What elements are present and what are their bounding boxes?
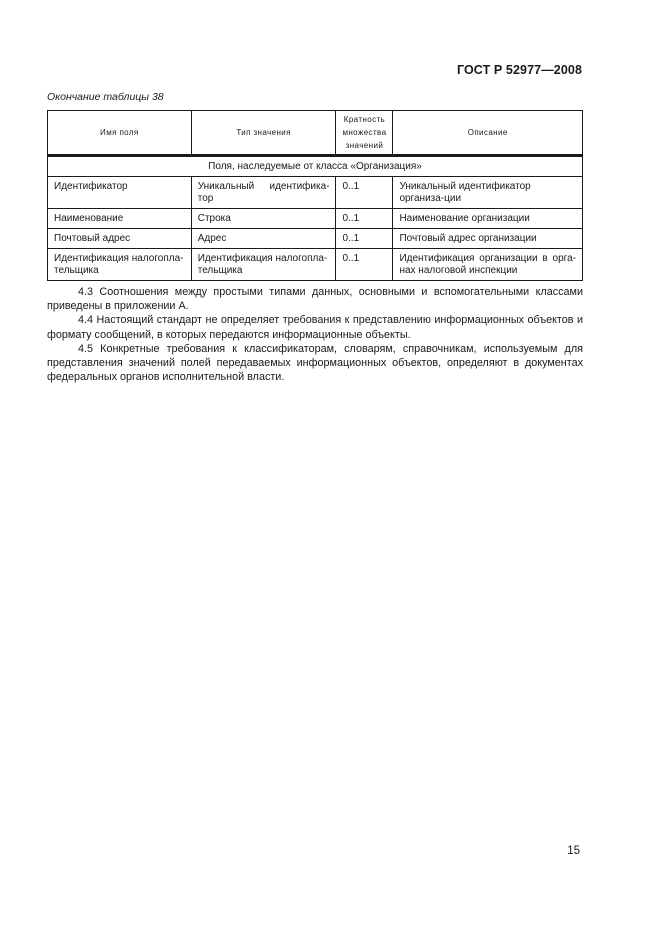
table-caption: Окончание таблицы 38: [47, 91, 164, 103]
column-header-multiplicity: Кратность множества значений: [336, 111, 393, 156]
cell-multiplicity: 0..1: [336, 229, 393, 249]
paragraph-4-3: 4.3 Соотношения между простыми типами данных, основными и вспомогательными классами приведены в приложении А.: [47, 286, 583, 313]
cell-type: Уникальный идентифика-тор: [191, 177, 336, 209]
paragraph-4-4: 4.4 Настоящий стандарт не определяет требования к представлению информационных объектов и формату сообщений, в которых передаются информационные объекты.: [47, 314, 583, 341]
cell-description: Идентификация организации в орга-нах налоговой инспекции: [393, 249, 583, 281]
cell-description: Наименование организации: [393, 209, 583, 229]
cell-multiplicity: 0..1: [336, 249, 393, 281]
document-header: ГОСТ Р 52977—2008: [456, 63, 582, 77]
table-row: [48, 209, 583, 229]
cell-type: Адрес: [191, 229, 336, 249]
cell-multiplicity: 0..1: [336, 177, 393, 209]
cell-multiplicity: 0..1: [336, 209, 393, 229]
cell-name: Идентификатор: [48, 177, 192, 209]
cell-type: Строка: [191, 209, 336, 229]
table-row: [48, 177, 583, 209]
cell-name: Идентификация налогопла-тельщика: [48, 249, 192, 281]
cell-type: Идентификация налогопла-тельщика: [191, 249, 336, 281]
table-header: [48, 111, 583, 156]
cell-description: Почтовый адрес организации: [393, 229, 583, 249]
body-text: [47, 285, 583, 384]
column-header-name: Имя поля: [48, 111, 192, 156]
column-header-description: Описание: [393, 111, 583, 156]
fields-table: [47, 110, 583, 281]
table-row: [48, 229, 583, 249]
section-title: Поля, наследуемые от класса «Организация»: [48, 157, 583, 177]
page-number: 15: [567, 845, 580, 857]
cell-name: Наименование: [48, 209, 192, 229]
column-header-type: Тип значения: [191, 111, 336, 156]
cell-name: Почтовый адрес: [48, 229, 192, 249]
table-row: [48, 249, 583, 281]
paragraph-4-5: 4.5 Конкретные требования к классификаторам, словарям, справочникам, используемым для представления значений полей передаваемых информационных объектов, определяют в документах федеральных органов исполнительной власти.: [47, 342, 583, 384]
cell-description: Уникальный идентификатор организа-ции: [393, 177, 583, 209]
